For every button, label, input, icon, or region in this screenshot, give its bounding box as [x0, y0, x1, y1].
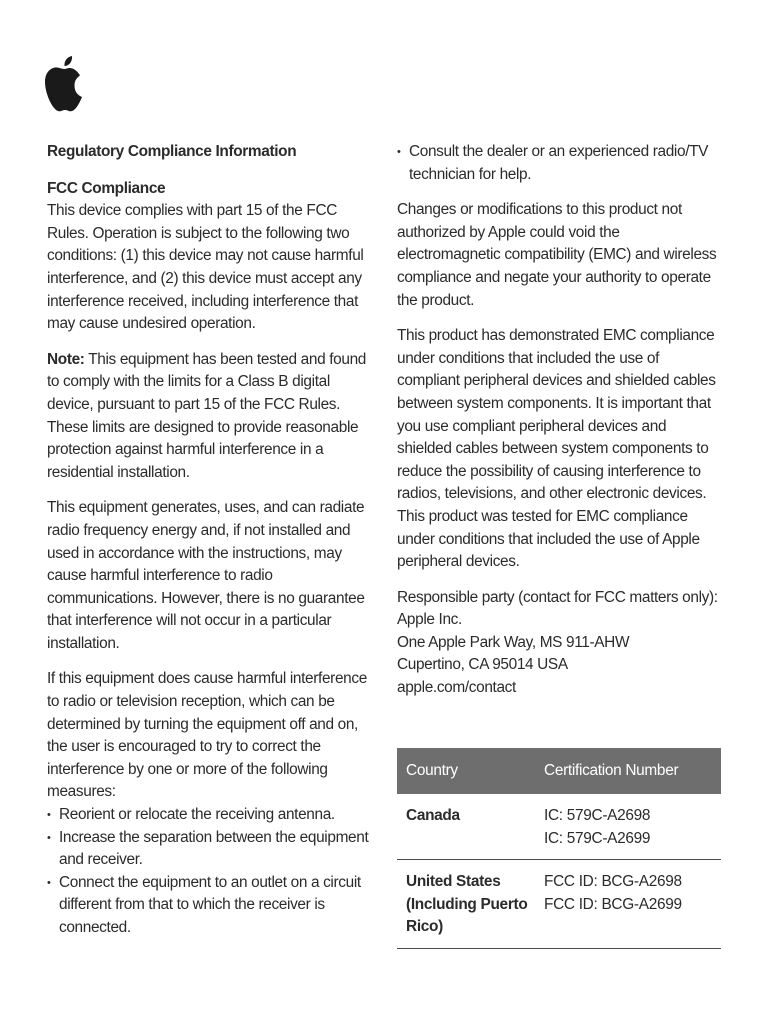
- left-column: [47, 141, 373, 940]
- table-row: [397, 794, 721, 860]
- emc-paragraph: This product has demonstrated EMC compliance under conditions that included the use of compliant peripheral devices and shielded cables between system components. It is important that you use compliant peripheral devices and shielded cables between system components to reduce the possibility of causing interference to radios, televisions, and other electronic devices. This product was tested for EMC compliance under conditions that included the use of Apple peripheral devices.: [397, 327, 716, 571]
- cert-number: IC: 579C-A2699: [544, 829, 651, 847]
- country-cell: Canada: [397, 794, 538, 860]
- table-row: [397, 860, 721, 949]
- measures-intro-paragraph: If this equipment does cause harmful interference to radio or television reception, which can be determined by turning the equipment off and on, the user is encouraged to try to correct the interference by one or more of the following measures:: [47, 670, 367, 801]
- list-item: • Reorient or relocate the receiving antenna.: [47, 804, 373, 827]
- responsible-party-block: [397, 587, 723, 700]
- address-line-1: One Apple Park Way, MS 911-AHW: [397, 633, 630, 651]
- header-country: Country: [397, 748, 538, 794]
- note-text: This equipment has been tested and found to comply with the limits for a Class B digital device, pursuant to part 15 of the FCC Rules. These limits are designed to provide reasonable protection against harmful interference in a residential installation.: [47, 350, 367, 481]
- apple-logo-icon: [45, 54, 85, 112]
- cert-cell: [538, 860, 721, 949]
- table-header-row: [397, 748, 721, 794]
- cert-number: IC: 579C-A2698: [544, 807, 651, 824]
- list-item: • Connect the equipment to an outlet on a circuit different from that to which the receiver is connected.: [47, 872, 373, 940]
- list-item: • Increase the separation between the equipment and receiver.: [47, 827, 373, 872]
- measures-list: [47, 804, 373, 940]
- generates-paragraph: This equipment generates, uses, and can radiate radio frequency energy and, if not installed and used in accordance with the instructions, may cause harmful interference to radio communications. However, there is no guarantee that interference will not occur in a particular installation.: [47, 499, 365, 652]
- fcc-text: This device complies with part 15 of the FCC Rules. Operation is subject to the following two conditions: (1) this device may not cause harmful interference, and (2) this device must accept any interference received, including interference that may cause undesired operation.: [47, 202, 364, 333]
- note-paragraph: [47, 349, 373, 485]
- country-cell: United States (Including Puerto Rico): [397, 860, 538, 949]
- fcc-heading: FCC Compliance: [47, 179, 166, 197]
- address-line-2: Cupertino, CA 95014 USA: [397, 656, 568, 674]
- fcc-compliance-section: [47, 178, 373, 336]
- page-title: Regulatory Compliance Information: [47, 143, 297, 160]
- note-label: Note:: [47, 350, 85, 368]
- cert-cell: [538, 794, 721, 860]
- responsible-intro: Responsible party (contact for FCC matters only):: [397, 588, 718, 606]
- cert-number: FCC ID: BCG-A2699: [544, 895, 682, 913]
- company-name: Apple Inc.: [397, 611, 462, 629]
- contact-website: apple.com/contact: [397, 679, 516, 697]
- cert-number: FCC ID: BCG-A2698: [544, 873, 682, 891]
- list-item: • Consult the dealer or an experienced radio/TV technician for help.: [397, 141, 723, 186]
- changes-paragraph: Changes or modifications to this product not authorized by Apple could void the electromagnetic compatibility (EMC) and wireless compliance and negate your authority to operate the product.: [397, 201, 717, 309]
- measures-list-continued: [397, 141, 723, 186]
- header-certification-number: Certification Number: [538, 748, 721, 794]
- certification-table: [397, 748, 721, 949]
- right-column: [397, 141, 723, 713]
